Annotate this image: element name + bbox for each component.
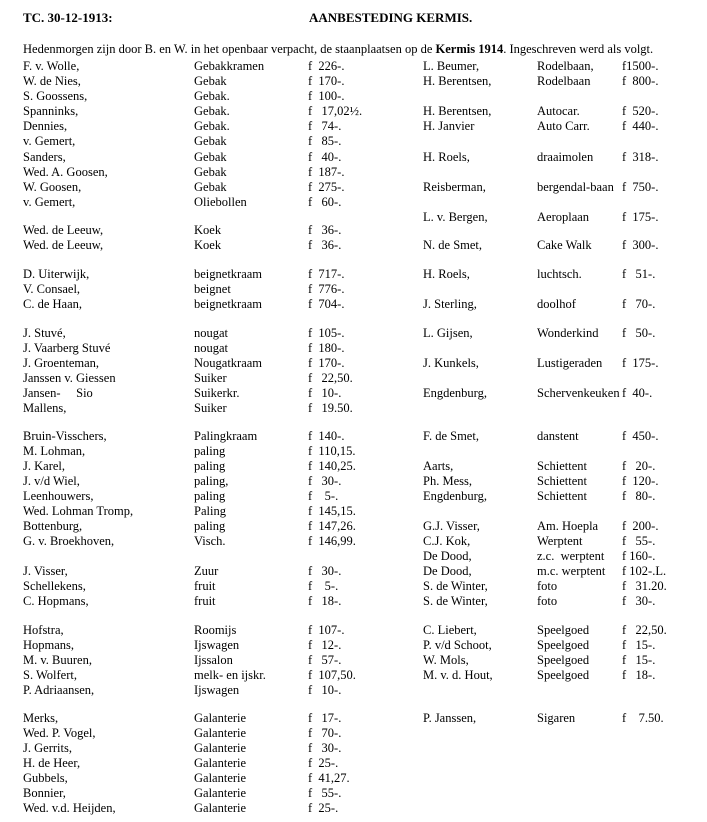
entry-name: Wed. Lohman Tromp, [23, 504, 134, 518]
entry-item: paling [194, 519, 226, 533]
entry-amount: f 776-. [308, 282, 345, 296]
entry-name: F. de Smet, [423, 429, 479, 443]
entry-item: Koek [194, 238, 222, 252]
entry-amount: f 170-. [308, 356, 345, 370]
entry-name: Bottenburg, [23, 519, 83, 533]
entry-amount: f 140,25. [308, 459, 356, 473]
entry-amount: f 300-. [622, 238, 659, 252]
entry-name: S. Wolfert, [23, 668, 77, 682]
entry-name: L. Beumer, [423, 59, 480, 73]
entry-name: C.J. Kok, [423, 534, 471, 548]
entry-amount: f 40-. [622, 386, 653, 400]
entry-item: Visch. [194, 534, 226, 548]
entry-amount: f 5-. [308, 489, 339, 503]
intro-before: Hedenmorgen zijn door B. en W. in het openbaar verpacht, de staanplaatsen op de [23, 42, 436, 56]
entry-name: Engdenburg, [423, 386, 487, 400]
intro-text [23, 42, 653, 57]
entry-amount: f 19.50. [308, 401, 353, 415]
entry-item: paling, [194, 474, 229, 488]
entry-amount: f 15-. [622, 653, 656, 667]
entry-item: draaimolen [537, 150, 594, 164]
entry-name: J. Gerrits, [23, 741, 72, 755]
entry-name: De Dood, [423, 564, 472, 578]
entry-amount: f 15-. [622, 638, 656, 652]
intro-after: . Ingeschreven werd als volgt. [503, 42, 654, 56]
entry-amount: f 100-. [308, 89, 345, 103]
entry-name: Spanninks, [23, 104, 79, 118]
entry-name: D. Uiterwijk, [23, 267, 90, 281]
entry-amount: f 145,15. [308, 504, 356, 518]
entry-item: Palingkraam [194, 429, 258, 443]
entry-item: Speelgoed [537, 653, 590, 667]
entry-item: beignetkraam [194, 297, 263, 311]
entry-name: C. Liebert, [423, 623, 477, 637]
entry-name: J. Karel, [23, 459, 65, 473]
entry-amount: f 70-. [622, 297, 656, 311]
entry-amount: f 55-. [308, 786, 342, 800]
entry-amount: f 107,50. [308, 668, 356, 682]
entry-amount: f 57-. [308, 653, 342, 667]
entry-name: J. Vaarberg Stuvé [23, 341, 111, 355]
entry-amount: f 120-. [622, 474, 659, 488]
entry-item: m.c. werptent [537, 564, 606, 578]
entry-name: M. v. d. Hout, [423, 668, 493, 682]
entry-name: Engdenburg, [423, 489, 487, 503]
entry-amount: f 107-. [308, 623, 345, 637]
entry-item: Aeroplaan [537, 210, 590, 224]
entry-item: Galanterie [194, 741, 247, 755]
entry-item: Gebak [194, 150, 227, 164]
entry-name: Sanders, [23, 150, 66, 164]
entry-name: C. Hopmans, [23, 594, 89, 608]
entry-item: Schervenkeuken [537, 386, 620, 400]
entry-amount: f 440-. [622, 119, 659, 133]
entry-name: Gubbels, [23, 771, 68, 785]
entry-name: P. Adriaansen, [23, 683, 95, 697]
entry-amount: f 704-. [308, 297, 345, 311]
entry-item: nougat [194, 326, 229, 340]
entry-item: Gebak [194, 74, 227, 88]
entry-item: Oliebollen [194, 195, 247, 209]
entry-amount: f 110,15. [308, 444, 356, 458]
entry-item: bergendal-baan [537, 180, 614, 194]
entry-name: Reisberman, [423, 180, 486, 194]
entry-amount: f 520-. [622, 104, 659, 118]
entry-item: fruit [194, 579, 216, 593]
entry-item: paling [194, 459, 226, 473]
entry-amount: f 10-. [308, 386, 342, 400]
entry-item: Suiker [194, 401, 227, 415]
document-date: TC. 30-12-1913: [23, 10, 113, 25]
entry-item: Galanterie [194, 801, 247, 815]
entry-name: W. Mols, [423, 653, 469, 667]
entry-name: J. Stuvé, [23, 326, 66, 340]
entry-item: Nougatkraam [194, 356, 263, 370]
entry-name: Mallens, [23, 401, 67, 415]
entry-item: Speelgoed [537, 623, 590, 637]
entry-amount: f 450-. [622, 429, 659, 443]
entry-amount: f 200-. [622, 519, 659, 533]
entry-amount: f 5-. [308, 579, 339, 593]
entry-amount: f 30-. [308, 741, 342, 755]
entry-name: L. Gijsen, [423, 326, 473, 340]
entry-amount: f 80-. [622, 489, 656, 503]
entry-item: beignetkraam [194, 267, 263, 281]
entry-item: melk- en ijskr. [194, 668, 266, 682]
entry-name: C. de Haan, [23, 297, 83, 311]
entry-amount: f 41,27. [308, 771, 350, 785]
entry-item: Galanterie [194, 756, 247, 770]
entry-amount: f 175-. [622, 356, 659, 370]
entry-amount: f 18-. [308, 594, 342, 608]
entry-item: Galanterie [194, 726, 247, 740]
entry-name: J. v/d Wiel, [23, 474, 80, 488]
entry-item: Ijswagen [194, 638, 240, 652]
entry-name: S. de Winter, [423, 594, 488, 608]
entry-amount: f 18-. [622, 668, 656, 682]
entry-amount: f 36-. [308, 223, 342, 237]
entry-amount: f 146,99. [308, 534, 356, 548]
entry-item: Gebakkramen [194, 59, 265, 73]
entry-item: Galanterie [194, 786, 247, 800]
entry-item: Gebak. [194, 119, 230, 133]
entry-item: Wonderkind [537, 326, 599, 340]
entry-name: J. Kunkels, [423, 356, 479, 370]
entry-item: luchtsch. [537, 267, 582, 281]
entry-amount: f 7.50. [622, 711, 664, 725]
entry-item: Zuur [194, 564, 219, 578]
entry-item: Schiettent [537, 489, 587, 503]
entry-item: Autocar. [537, 104, 580, 118]
entry-item: Speelgoed [537, 638, 590, 652]
entry-item: Am. Hoepla [537, 519, 599, 533]
entry-name: H. Berentsen, [423, 104, 492, 118]
entry-item: Speelgoed [537, 668, 590, 682]
entry-name: J. Groenteman, [23, 356, 100, 370]
entry-name: v. Gemert, [23, 134, 76, 148]
entry-item: Schiettent [537, 459, 587, 473]
entry-item: paling [194, 489, 226, 503]
entry-name: Hopmans, [23, 638, 75, 652]
entry-name: Wed. de Leeuw, [23, 238, 104, 252]
entry-name: V. Consael, [23, 282, 81, 296]
entry-amount: f 275-. [308, 180, 345, 194]
entry-item: Rodelbaan [537, 74, 591, 88]
entry-name: Aarts, [423, 459, 454, 473]
intro-bold: Kermis 1914 [435, 42, 504, 56]
entry-item: Schiettent [537, 474, 587, 488]
entry-name: H. Janvier [423, 119, 475, 133]
entry-item: beignet [194, 282, 231, 296]
entry-amount: f 30-. [622, 594, 656, 608]
entry-amount: f 10-. [308, 683, 342, 697]
entry-amount: f 25-. [308, 756, 339, 770]
entry-item: Ijswagen [194, 683, 240, 697]
entry-item: Gebak [194, 134, 227, 148]
entry-amount: f 318-. [622, 150, 659, 164]
entry-name: H. Roels, [423, 150, 470, 164]
entry-item: Gebak. [194, 89, 230, 103]
entry-amount: f 160-. [622, 549, 656, 563]
entry-name: N. de Smet, [423, 238, 483, 252]
entry-name: Dennies, [23, 119, 68, 133]
entry-name: Ph. Mess, [423, 474, 472, 488]
entry-item: Gebak. [194, 104, 230, 118]
entry-name: P. v/d Schoot, [423, 638, 492, 652]
entry-item: Lustigeraden [537, 356, 603, 370]
document-title: AANBESTEDING KERMIS. [309, 10, 473, 25]
entry-amount: f 17-. [308, 711, 342, 725]
entry-name: W. de Nies, [23, 74, 81, 88]
entry-amount: f 25-. [308, 801, 339, 815]
entry-name: v. Gemert, [23, 195, 76, 209]
entry-name: Wed. A. Goosen, [23, 165, 108, 179]
entry-item: Galanterie [194, 771, 247, 785]
entry-amount: f 105-. [308, 326, 345, 340]
entry-amount: f 147,26. [308, 519, 356, 533]
entry-amount: f 31.20. [622, 579, 667, 593]
entry-amount: f1500-. [622, 59, 659, 73]
entry-item: Galanterie [194, 711, 247, 725]
entry-amount: f 800-. [622, 74, 659, 88]
entry-amount: f 40-. [308, 150, 342, 164]
entry-name: Hofstra, [23, 623, 64, 637]
entry-amount: f 85-. [308, 134, 342, 148]
entry-amount: f 22,50. [308, 371, 353, 385]
entry-amount: f 175-. [622, 210, 659, 224]
entry-name: J. Sterling, [423, 297, 477, 311]
entry-item: Rodelbaan, [537, 59, 594, 73]
entry-name: H. Berentsen, [423, 74, 492, 88]
entry-amount: f 140-. [308, 429, 345, 443]
entry-name: S. de Winter, [423, 579, 488, 593]
entry-amount: f 17,02½. [308, 104, 363, 118]
entry-name: H. de Heer, [23, 756, 81, 770]
entry-name: S. Goossens, [23, 89, 88, 103]
entry-amount: f 51-. [622, 267, 656, 281]
entry-item: Werptent [537, 534, 583, 548]
entry-name: W. Goosen, [23, 180, 82, 194]
entry-item: Suikerkr. [194, 386, 240, 400]
entry-name: H. Roels, [423, 267, 470, 281]
entry-amount: f 60-. [308, 195, 342, 209]
entry-name: De Dood, [423, 549, 472, 563]
entry-name: Schellekens, [23, 579, 86, 593]
entry-item: Paling [194, 504, 226, 518]
entry-name: M. Lohman, [23, 444, 86, 458]
entry-item: Suiker [194, 371, 227, 385]
entry-name: Wed. de Leeuw, [23, 223, 104, 237]
entry-name: Wed. P. Vogel, [23, 726, 96, 740]
entry-amount: f 12-. [308, 638, 342, 652]
entry-amount: f 180-. [308, 341, 345, 355]
entry-name: Leenhouwers, [23, 489, 94, 503]
entry-item: Gebak [194, 165, 227, 179]
entry-item: Sigaren [537, 711, 576, 725]
entry-name: Jansen- Sio [23, 386, 93, 400]
entry-item: foto [537, 594, 558, 608]
entry-name: F. v. Wolle, [23, 59, 80, 73]
entry-amount: f 30-. [308, 564, 342, 578]
entry-item: Koek [194, 223, 222, 237]
entry-name: Janssen v. Giessen [23, 371, 116, 385]
entry-item: Ijssalon [194, 653, 233, 667]
entry-item: nougat [194, 341, 229, 355]
entry-item: Cake Walk [537, 238, 592, 252]
entry-item: doolhof [537, 297, 576, 311]
entry-amount: f 102-.L. [622, 564, 667, 578]
entry-amount: f 717-. [308, 267, 345, 281]
entry-amount: f 20-. [622, 459, 656, 473]
entry-name: J. Visser, [23, 564, 68, 578]
entry-item: danstent [537, 429, 579, 443]
entry-item: Auto Carr. [537, 119, 590, 133]
entry-name: Merks, [23, 711, 59, 725]
entry-item: Gebak [194, 180, 227, 194]
entry-name: Bonnier, [23, 786, 66, 800]
entry-name: Bruin-Visschers, [23, 429, 107, 443]
entry-amount: f 226-. [308, 59, 345, 73]
entry-name: M. v. Buuren, [23, 653, 92, 667]
entry-amount: f 50-. [622, 326, 656, 340]
entry-item: z.c. werptent [537, 549, 605, 563]
entry-amount: f 55-. [622, 534, 656, 548]
entry-amount: f 36-. [308, 238, 342, 252]
entry-amount: f 187-. [308, 165, 345, 179]
entry-name: G.J. Visser, [423, 519, 480, 533]
entry-name: G. v. Broekhoven, [23, 534, 115, 548]
entry-amount: f 22,50. [622, 623, 667, 637]
entry-amount: f 30-. [308, 474, 342, 488]
entry-name: L. v. Bergen, [423, 210, 488, 224]
entry-item: Roomijs [194, 623, 237, 637]
entry-item: paling [194, 444, 226, 458]
entry-name: Wed. v.d. Heijden, [23, 801, 116, 815]
entry-item: fruit [194, 594, 216, 608]
entry-name: P. Janssen, [423, 711, 477, 725]
entry-amount: f 170-. [308, 74, 345, 88]
entry-amount: f 750-. [622, 180, 659, 194]
entry-amount: f 70-. [308, 726, 342, 740]
entry-item: foto [537, 579, 558, 593]
entry-amount: f 74-. [308, 119, 342, 133]
